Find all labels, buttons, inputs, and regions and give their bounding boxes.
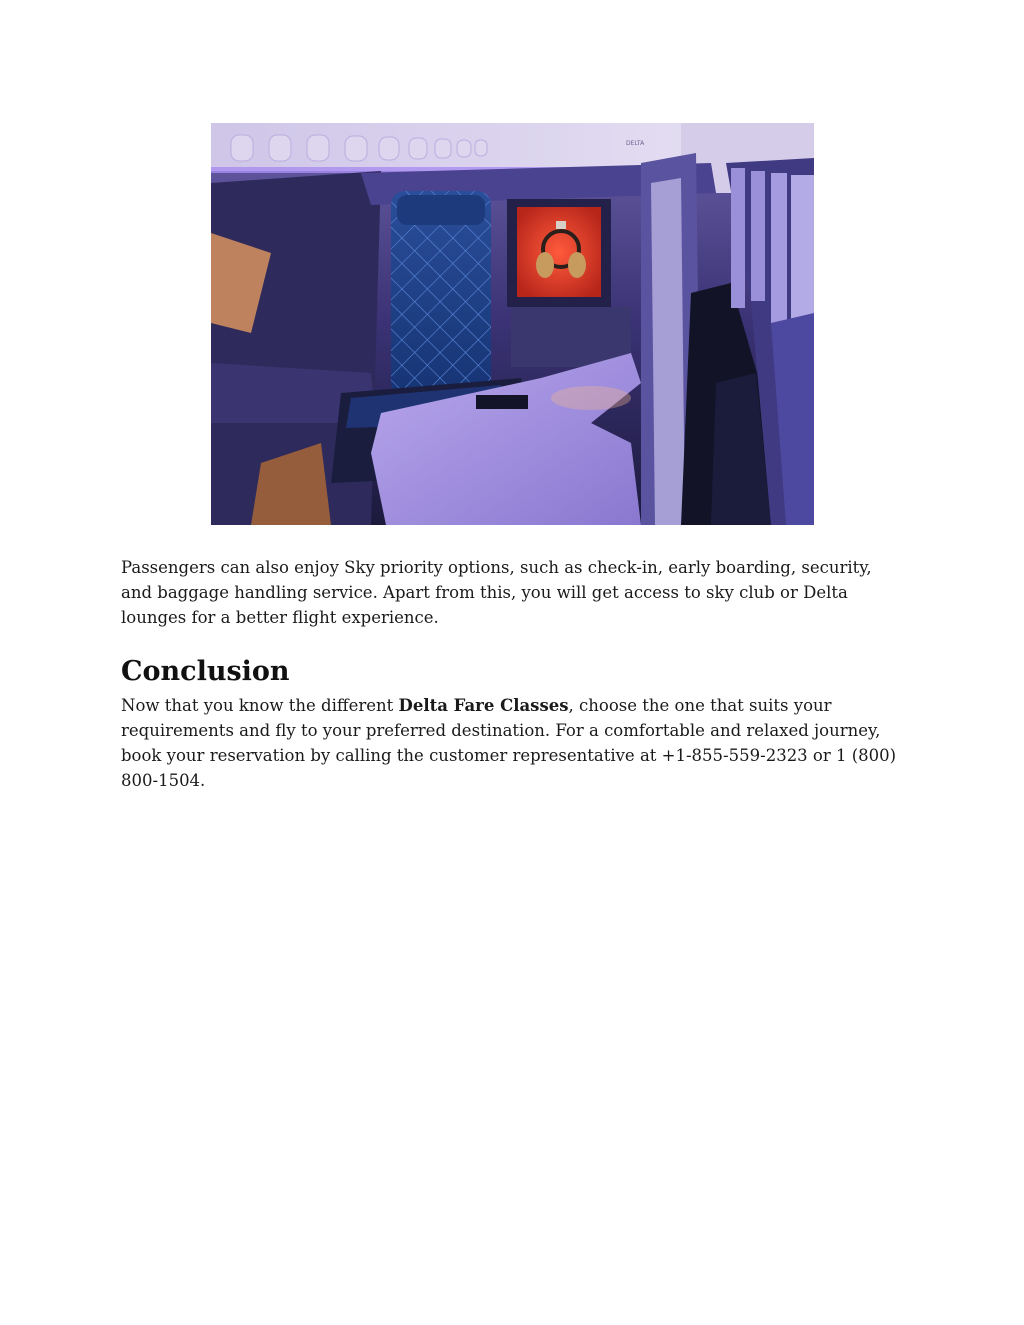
conclusion-heading: Conclusion bbox=[121, 656, 290, 687]
delta-fare-classes-bold: Delta Fare Classes bbox=[398, 696, 569, 715]
conclusion-paragraph bbox=[121, 693, 911, 793]
cabin-seat-photo bbox=[211, 123, 814, 525]
intro-paragraph: Passengers can also enjoy Sky priority options, such as check-in, early boarding, security, and baggage handling service. Apart from this, you will get access to sky club or Delta lounges for a better flight experience. bbox=[121, 558, 872, 627]
conclusion-text-after: , choose the one that suits your requirements and fly to your preferred destination. For a comfortable and relaxed journey, book your reservation by calling the customer representative at +1-855-559-2323 or 1 (800) 800-1504. bbox=[121, 696, 897, 790]
tail-logo-text: DELTA bbox=[626, 140, 645, 147]
conclusion-text-before: Now that you know the different bbox=[121, 696, 399, 715]
